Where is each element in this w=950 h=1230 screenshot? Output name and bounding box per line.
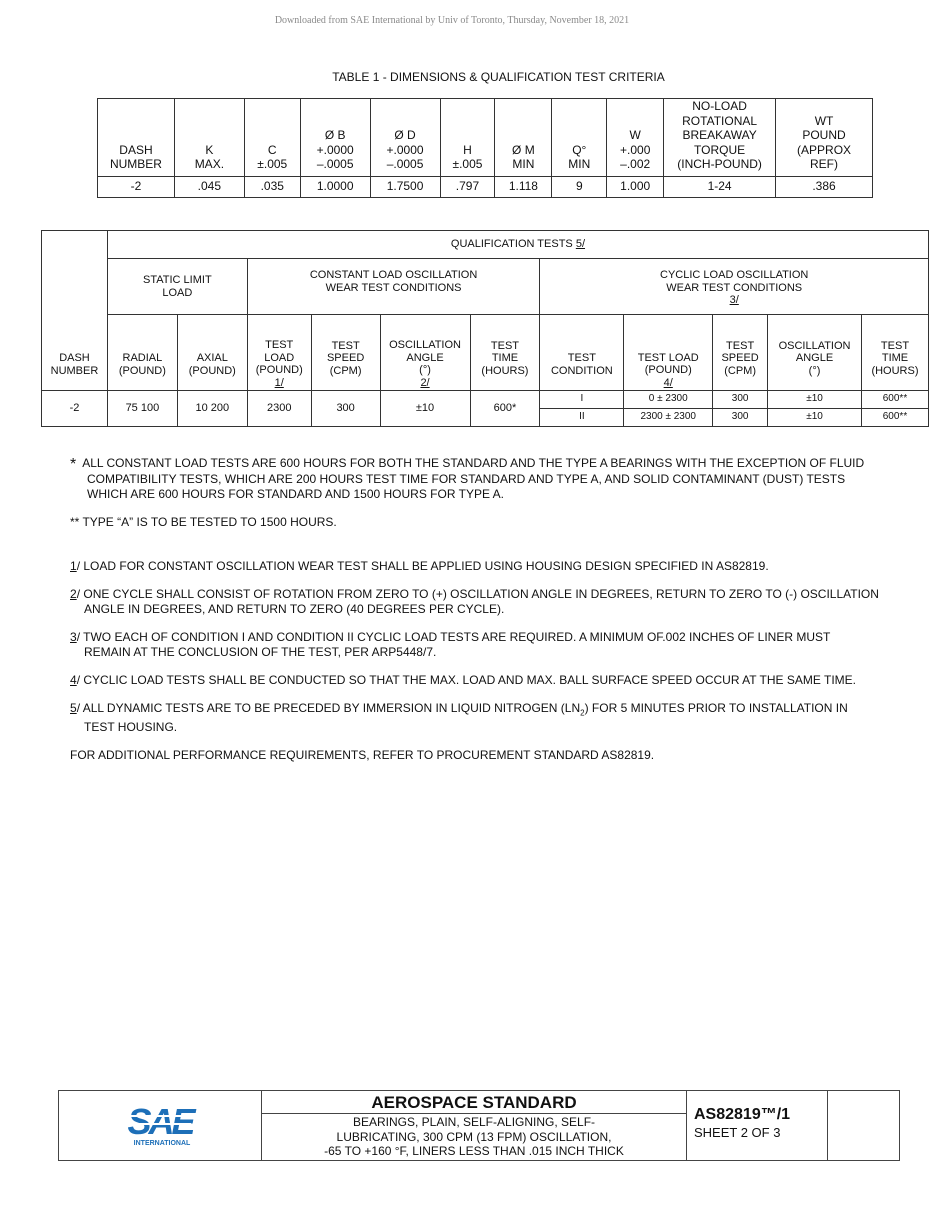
cell-torque: 1-24 <box>664 176 776 197</box>
col-c: C ±.005 <box>244 99 300 177</box>
cell-w: 1.000 <box>607 176 664 197</box>
table1-title: TABLE 1 - DIMENSIONS & QUALIFICATION TEST CRITERIA <box>332 70 665 84</box>
cell-h: .797 <box>440 176 495 197</box>
cell-cyclic-load: 0 ± 2300 <box>624 391 713 409</box>
col-torque: NO-LOAD ROTATIONAL BREAKAWAY TORQUE (INCH-POUND) <box>664 99 776 177</box>
col-m: Ø M MIN <box>495 99 552 177</box>
axial-header: AXIAL (POUND) <box>177 315 247 391</box>
oscillation-angle-header: OSCILLATION ANGLE (°) 2/ <box>380 315 470 391</box>
col-h: H ±.005 <box>440 99 495 177</box>
cell-test-load: 2300 <box>247 391 311 427</box>
document-number: AS82819™/1 <box>694 1106 791 1123</box>
cell-weight: .386 <box>776 176 873 197</box>
cell-cyclic-speed: 300 <box>713 391 768 409</box>
test-condition-header: TEST CONDITION <box>540 315 624 391</box>
sheet-number: SHEET 2 OF 3 <box>694 1125 781 1140</box>
note-star: * ALL CONSTANT LOAD TESTS ARE 600 HOURS FOR BOTH THE STANDARD AND THE TYPE A BEARINGS WITH THE EXCEPTION OF FLUID COMPATIBILITY TESTS, WHICH ARE 200 HOURS TEST TIME FOR STANDARD AND TYPE A, AND SOLID CONTAMINANT (DUST) TESTS WHICH ARE 600 HOURS FOR STANDARD AND 1500 HOURS FOR TYPE A. <box>70 456 865 501</box>
cell-m: 1.118 <box>495 176 552 197</box>
col-weight: WT POUND (APPROX REF) <box>776 99 873 177</box>
cell-cyclic-angle: ±10 <box>768 391 862 409</box>
download-notice: Downloaded from SAE International by Univ of Toronto, Thursday, November 18, 2021 <box>274 15 630 26</box>
cell-axial: 10 200 <box>177 391 247 427</box>
cell-d: 1.7500 <box>370 176 440 197</box>
test-time-header: TEST TIME (HOURS) <box>470 315 540 391</box>
title-block-center <box>262 1091 687 1160</box>
note-2: 2/ ONE CYCLE SHALL CONSIST OF ROTATION FROM ZERO TO (+) OSCILLATION ANGLE IN DEGREES, RETURN TO ZERO TO (-) OSCILLATION ANGLE IN DEGREES, AND RETURN TO ZERO (40 DEGREES PER CYCLE). <box>70 587 879 616</box>
sae-logo-text: SAE <box>127 1101 193 1142</box>
cell-test-time: 600* <box>470 391 540 427</box>
table-row <box>98 176 873 197</box>
sae-logo-subtext: INTERNATIONAL <box>133 1140 191 1147</box>
cyclic-test-time-header: TEST TIME (HOURS) <box>861 315 928 391</box>
note-4: 4/ CYCLIC LOAD TESTS SHALL BE CONDUCTED SO THAT THE MAX. LOAD AND MAX. BALL SURFACE SPEED OCCUR AT THE SAME TIME. <box>70 673 856 687</box>
note-additional: FOR ADDITIONAL PERFORMANCE REQUIREMENTS, REFER TO PROCUREMENT STANDARD AS82819. <box>70 748 655 763</box>
col-dash-number: DASH NUMBER <box>98 99 175 177</box>
cell-dash: -2 <box>42 391 108 427</box>
test-load-header: TEST LOAD (POUND) 1/ <box>247 315 311 391</box>
title-block <box>58 1090 900 1161</box>
cell-k: .045 <box>174 176 244 197</box>
col-q: Q° MIN <box>552 99 607 177</box>
dash-number-header: DASH NUMBER <box>42 231 108 391</box>
note-3: 3/ TWO EACH OF CONDITION I AND CONDITION II CYCLIC LOAD TESTS ARE REQUIRED. A MINIMUM OF.002 INCHES OF LINER MUST REMAIN AT THE CONCLUSION OF THE TEST, PER ARP5448/7. <box>70 630 831 659</box>
cyclic-test-load-header: TEST LOAD (POUND) 4/ <box>624 315 713 391</box>
constant-load-group: CONSTANT LOAD OSCILLATION WEAR TEST CONDITIONS <box>247 259 540 315</box>
radial-header: RADIAL (POUND) <box>107 315 177 391</box>
cell-condition: I <box>540 391 624 409</box>
cell-cyclic-time: 600** <box>861 409 928 427</box>
qualification-tests-title: QUALIFICATION TESTS 5/ <box>107 231 928 259</box>
cyclic-test-speed-header: TEST SPEED (CPM) <box>713 315 768 391</box>
standard-description: BEARINGS, PLAIN, SELF-ALIGNING, SELF- LUBRICATING, 300 CPM (13 FPM) OSCILLATION, -65 TO +160 °F, LINERS LESS THAN .015 INCH THICK <box>324 1115 624 1158</box>
cell-cyclic-time: 600** <box>861 391 928 409</box>
cell-test-speed: 300 <box>311 391 380 427</box>
test-speed-header: TEST SPEED (CPM) <box>311 315 380 391</box>
table-row <box>42 391 929 409</box>
document-number-box <box>687 1091 828 1160</box>
cell-dash: -2 <box>98 176 175 197</box>
col-d: Ø D +.0000 –.0005 <box>370 99 440 177</box>
notes-section <box>70 456 880 763</box>
note-double-star: ** TYPE “A” IS TO BE TESTED TO 1500 HOURS. <box>70 515 337 529</box>
cell-c: .035 <box>244 176 300 197</box>
qualification-tests-table <box>41 230 929 427</box>
cell-b: 1.0000 <box>300 176 370 197</box>
table1-header-row <box>98 99 873 177</box>
col-k-max: K MAX. <box>174 99 244 177</box>
note-1: 1/ LOAD FOR CONSTANT OSCILLATION WEAR TEST SHALL BE APPLIED USING HOUSING DESIGN SPECIFIED IN AS82819. <box>70 559 769 573</box>
col-w: W +.000 –.002 <box>607 99 664 177</box>
note-5: 5/ ALL DYNAMIC TESTS ARE TO BE PRECEDED BY IMMERSION IN LIQUID NITROGEN $(LN_2)$ FOR 5 MINUTES PRIOR TO INSTALLATION IN TEST HOUSING. <box>70 701 848 735</box>
cell-oscillation-angle: ±10 <box>380 391 470 427</box>
col-b: Ø B +.0000 –.0005 <box>300 99 370 177</box>
cell-condition: II <box>540 409 624 427</box>
sae-logo <box>59 1091 262 1160</box>
cell-q: 9 <box>552 176 607 197</box>
cyclic-load-group: CYCLIC LOAD OSCILLATION WEAR TEST CONDITIONS 3/ <box>540 259 929 315</box>
cell-cyclic-load: 2300 ± 2300 <box>624 409 713 427</box>
dimensions-table <box>97 98 873 198</box>
sae-logo-graphic <box>59 1091 261 1160</box>
static-limit-group: STATIC LIMIT LOAD <box>107 259 247 315</box>
cell-radial: 75 100 <box>107 391 177 427</box>
cell-cyclic-angle: ±10 <box>768 409 862 427</box>
standard-heading: AEROSPACE STANDARD <box>262 1091 686 1114</box>
cyclic-oscillation-angle-header: OSCILLATION ANGLE (°) <box>768 315 862 391</box>
cell-cyclic-speed: 300 <box>713 409 768 427</box>
